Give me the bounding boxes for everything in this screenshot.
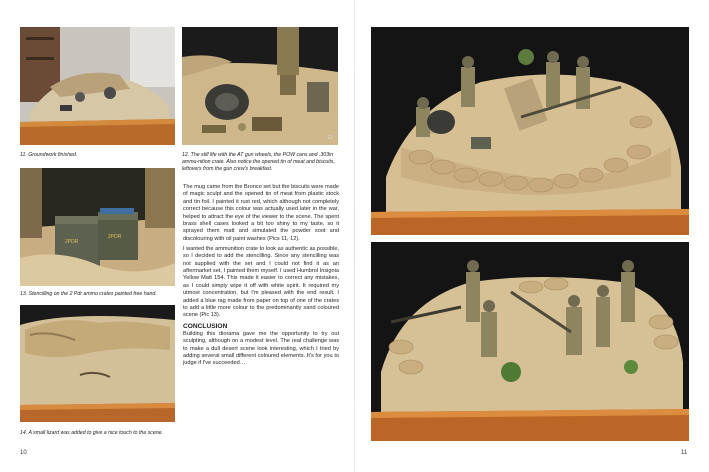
svg-text:2PDR: 2PDR: [65, 239, 79, 245]
page-gutter: [354, 0, 355, 472]
caption-fig13: 13. Stencilling on the 2 Pdr ammo crates painted free hand.: [20, 291, 157, 297]
caption-fig11: 11. Groundwork finished.: [20, 152, 78, 158]
page-number-right: 11: [681, 450, 688, 456]
photo-groundwork: [20, 27, 175, 145]
photo-still-life: [182, 27, 338, 145]
article-paragraph: Building this diorama gave me the opportunity to try out sculpting, although on a modest level. The real challenge was to make a dull desert scene look interesting, which I tried by adding several small different coloured elements. It's for you to judge if I've succeeded…: [183, 330, 339, 367]
page-number-left: 10: [20, 450, 27, 456]
photo-ammo-crates: [20, 168, 175, 286]
svg-text:2PDR: 2PDR: [108, 234, 122, 240]
article-body: [183, 184, 339, 370]
photo-diorama-top: [371, 27, 689, 235]
photo-diorama-bottom: [371, 242, 689, 441]
article-paragraph: I wanted the ammunition crate to look as authentic as possible, so I decided to add the stencilling. Since any stencilling was not supplied with the set and I could not find it as an aftermarket set, I painted them myself. I used Humbrol Insignia Yellow Matt 154. This made it easier to correct any mistakes, as I could simply wipe it off with white spirit. It required my utmost concentration, but I'm pleased with the end result. I added a blue rag made from paper on top of one of the crates to add a little more colour to the predominantly sand coloured scene (Pic 13).: [183, 245, 339, 319]
photo-number-label: 12: [327, 135, 333, 141]
caption-fig14: 14. A small lizard was added to give a nice touch to the scene.: [20, 430, 163, 436]
caption-fig12: 12. The still life with the AT gun wheels, the POW cans and .303in ammu-nition crate. Also notice the opened tin of meat and biscuits, leftovers from the gun crew's breakfast.: [182, 152, 335, 172]
section-heading: CONCLUSION: [183, 322, 228, 330]
article-paragraph: The mug came from the Bronco set but the biscuits were made of magic sculpt and the opened tin of meat from plastic stock and tin foil. I painted it rust red, which although not completely correct because this colour was actually used later in the war, helped to attract the eye of the viewer to the scene. The spent brass shell cases looked a bit too shiny to my taste, so it sprayed them matt and simulated the powder soot and discolouring with oil paint washes (Pics 11, 12).: [183, 184, 339, 242]
photo-lizard: [20, 305, 175, 422]
